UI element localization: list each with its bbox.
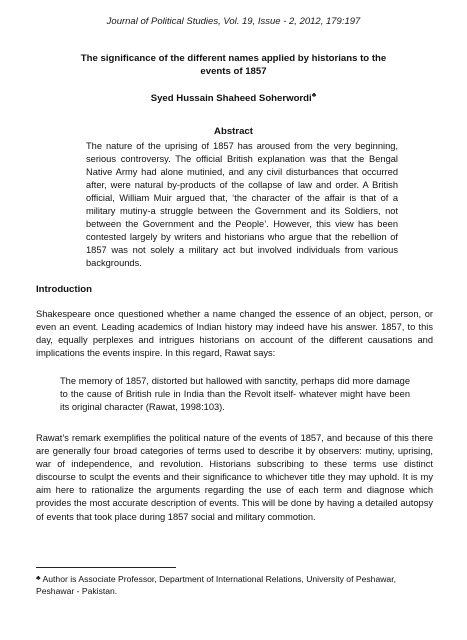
block-quote: The memory of 1857, distorted but hallowed with sanctity, perhaps did more damage to the cause of British rule in India than the Revolt itself- whatever might have been its original character (Rawat, 1998:103). [60,376,410,413]
paper-title: The significance of the different names applied by historians to the events of 1857 [80,53,387,77]
intro-paragraph-2: Rawat’s remark exemplifies the political nature of the events of 1857, and because of this there are generally four broad categories of terms used to describe it by observers: mutiny, uprising, war of independence, and revolution. Historians subscribing to these terms use distinct discourse to sculpt the events and their significance to whichever title they may uphold. It is my aim here to rationalize the arguments regarding the use of each term and diagnose which provides the most accurate description of events. This will be done by having a detailed autopsy of events that took place during 1857 social and military commotion. [36,433,433,522]
abstract-heading: Abstract [214,126,253,137]
footnote-mark: ♣ [36,575,41,582]
journal-header: Journal of Political Studies, Vol. 19, Issue - 2, 2012, 179:197 [106,16,361,27]
footnote-text: Author is Associate Professor, Department of International Relations, University of Peshawar, Peshawar - Pakistan. [36,574,396,596]
abstract-text: The nature of the uprising of 1857 has aroused from the very beginning, serious controversy. The official British explanation was that the Bengal Native Army had alone mutinied, and any civil disturbances that occurred after, were natural by-products of the collapse of law and order. A British official, William Muir argued that, ‘the character of the affair is that of a military mutiny-a struggle between the Government and its Soldiers, not between the Government and the People’. However, this view has been contested largely by writers and historians who argue that the rebellion of 1857 was not solely a military act but involved individuals from various backgrounds. [86,141,398,269]
intro-paragraph-1: Shakespeare once questioned whether a name changed the essence of an object, person, or even an event. Leading academics of Indian history may indeed have his answer. 1857, to this day, equally perplexes and intrigues historians on account of the different causations and implications the events inspire. In this regard, Rawat says: [36,309,433,359]
author-line [0,92,467,104]
footnote [36,573,436,597]
introduction-heading: Introduction [36,284,92,295]
footnote-divider [36,567,176,568]
author-footnote-mark: ♣ [311,92,317,99]
author-name: Syed Hussain Shaheed Soherwordi [150,93,312,105]
